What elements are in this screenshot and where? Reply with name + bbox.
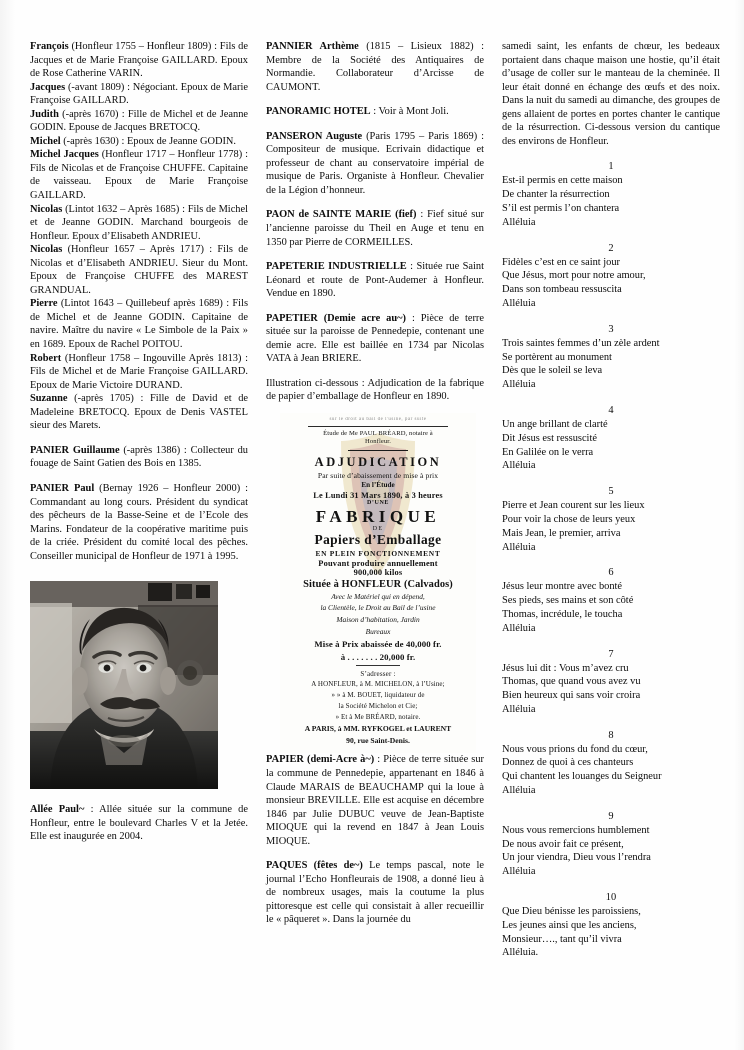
hymn-verse-line: Alléluia bbox=[502, 297, 536, 309]
entry-term: PANIER Guillaume bbox=[30, 444, 120, 456]
hymn-verse-line: Alléluia bbox=[502, 541, 536, 553]
poster-date: Le Lundi 31 Mars 1890, à 3 heures bbox=[313, 490, 443, 500]
entry-definition: (Paris 1795 – Paris 1869) : Compositeur de musique. Ecrivain didactique et professeur de chant au conservatoire impérial de musique de Paris. Organiste à Honfleur. Chevalier de la Légion d’honneur. bbox=[266, 130, 484, 196]
poster-dune-label: D’UNE bbox=[367, 499, 389, 506]
poster-location-label: En l’Étude bbox=[361, 480, 395, 489]
poster-rule-top bbox=[308, 426, 448, 427]
hymn-verse-line: Jésus lui dit : Vous m’avez cru bbox=[502, 662, 629, 674]
poster-address-2: » » à M. BOUET, liquidateur de bbox=[331, 691, 425, 700]
dictionary-entry bbox=[30, 203, 248, 244]
entry-term: Michel bbox=[30, 135, 61, 147]
entry-definition: : Voir à Mont Joli. bbox=[370, 106, 449, 118]
hymn-verse-line: Monsieur…., tant qu’il vivra bbox=[502, 933, 622, 945]
dictionary-entry bbox=[266, 40, 484, 94]
hymn-verse-line: Les jeunes ainsi que les anciens, bbox=[502, 919, 637, 931]
hymn-verse-line: Est-il permis en cette maison bbox=[502, 175, 623, 187]
dictionary-entry bbox=[266, 130, 484, 198]
entry-definition: (Honfleur 1755 – Honfleur 1809) : Fils de Jacques et de Marie Françoise GAILLARD. Epoux de Rose Catherine VARIN. bbox=[30, 41, 248, 80]
entry-definition: : Pièce de terre située sur la commune de Pennedepie, appartenant en 1846 à Claude MARAIS de BEAUCHAMP qui la loue à monsieur BREVILLE. Elle est acquise en décembre 1846 par Julie DUBUC veuve de Jean-Baptiste MIOQUE qui la revend en 1847 à Jean Louis MIOQUE. bbox=[266, 754, 484, 847]
hymn-verse-line: Alléluia bbox=[502, 379, 536, 391]
poster-price-value: à . . . . . . . 20,000 fr. bbox=[340, 652, 416, 663]
hymn-verse bbox=[502, 729, 720, 798]
hymn-verse-line: Jésus leur montre avec bonté bbox=[502, 581, 623, 593]
column-two bbox=[266, 40, 484, 1000]
hymn-verse-line: Donnez de quoi à ces chanteurs bbox=[502, 757, 634, 769]
entry-term: Robert bbox=[30, 352, 62, 364]
hymn-verse-line: Un ange brillant de clarté bbox=[502, 418, 608, 430]
poster-address-6: 90, rue Saint-Denis. bbox=[346, 735, 410, 745]
scan-edge-right bbox=[734, 0, 744, 1050]
entry-definition: (Bernay 1926 – Honfleur 2000) : Commandant au long cours. Président du syndicat des pêcheurs de la Basse-Seine et de l’Ecole des Marins. Fondateur de la coopérative maritime puis de la criée. Président du comité local des pêches. Conseiller municipal de Honfleur de 1971 à 1995. bbox=[30, 482, 248, 562]
hymn-verse-line: Alléluia bbox=[502, 622, 536, 634]
easter-custom-intro: samedi saint, les enfants de chœur, les bedeaux portaient dans chaque maison une hostie, qu’il était d’usage de coller sur le manteau de la cheminée. Il leur était donné en échange des œufs et des noix. Dans la nuit du samedi au dimanche, des groupes de gens allaient de portes en portes chanter le cantique de la résurrection. Ci-dessous version du cantique des environs de Honfleur. bbox=[502, 41, 720, 147]
hymn-verse-number: 6 bbox=[608, 567, 614, 579]
entry-term: Nicolas bbox=[30, 203, 63, 215]
hymn-verse-line: S’il est permis l’on chantera bbox=[502, 202, 620, 214]
photo-caption-term: Allée Paul~ bbox=[30, 804, 85, 816]
entry-definition: (Honfleur 1758 – Ingouville Après 1813) : Fils de Michel et de Marie Françoise GAILLARD. Epoux de Marie Victoire DURAND. bbox=[30, 352, 248, 391]
dictionary-entry bbox=[266, 377, 484, 404]
entry-term: Nicolas bbox=[30, 244, 63, 256]
entry-term: PAON de SAINTE MARIE (fief) bbox=[266, 209, 417, 221]
dictionary-entry bbox=[266, 105, 484, 119]
dictionary-entry bbox=[30, 352, 248, 393]
dictionary-entry bbox=[30, 108, 248, 135]
entry-term: Jacques bbox=[30, 81, 66, 93]
hymn-verse bbox=[502, 160, 720, 229]
entry-definition: : Fief situé sur l’ancienne paroisse du Theil en Auge et tenu en 1350 par Pierre de CORMEILLES. bbox=[266, 209, 485, 248]
hymn-verse-line: De nous avoir fait ce présent, bbox=[502, 838, 624, 850]
hymn-verse bbox=[502, 566, 720, 635]
portrait-photo-image bbox=[30, 581, 218, 789]
hymn-verse-number: 9 bbox=[608, 810, 614, 822]
dictionary-entry bbox=[30, 392, 248, 433]
poster-address-1: A HONFLEUR, à M. MICHELON, à l’Usine; bbox=[311, 680, 445, 689]
hymn-verse-line: Pierre et Jean courent sur les lieux bbox=[502, 500, 645, 512]
poster-address-3: la Société Michelon et Cie; bbox=[338, 702, 418, 711]
auction-poster-illustration bbox=[280, 413, 476, 753]
entry-term: PANORAMIC HOTEL bbox=[266, 106, 371, 118]
hymn-verse-line: Mais Jean, le premier, arriva bbox=[502, 527, 621, 539]
poster-smudge-line: sur le droit au bail de l'usine, par suite bbox=[329, 417, 427, 423]
entry-term: Judith bbox=[30, 108, 59, 120]
hymn-verse-line: Fidèles c’est en ce saint jour bbox=[502, 256, 621, 268]
hymn-verse-line: Que Dieu bénisse les paroissiens, bbox=[502, 906, 641, 918]
portrait-photo bbox=[30, 581, 218, 789]
entry-term: PAPETIER (Demie acre au~) bbox=[266, 312, 406, 324]
entry-term: Pierre bbox=[30, 298, 58, 310]
column-three bbox=[502, 40, 720, 1000]
hymn-verse-line: Pour voir la chose de leurs yeux bbox=[502, 513, 636, 525]
entry-term: François bbox=[30, 41, 69, 52]
dictionary-entry bbox=[30, 243, 248, 297]
hymn-verse-line: Qui chantent les louanges du Seigneur bbox=[502, 771, 662, 783]
photo-caption bbox=[30, 803, 248, 844]
hymn-verse bbox=[502, 648, 720, 717]
dictionary-entry bbox=[266, 753, 484, 848]
column-one bbox=[30, 40, 248, 1000]
poster-included-4: Bureaux bbox=[365, 626, 391, 636]
hymn-verse-number: 4 bbox=[608, 404, 614, 416]
scan-edge-left bbox=[0, 0, 16, 1050]
hymn-verse-line: Dit Jésus est ressuscité bbox=[502, 432, 597, 444]
hymn-verse-line: Alléluia bbox=[502, 216, 536, 228]
poster-de-label: DE bbox=[372, 525, 384, 532]
hymn-verse-line: De chanter la résurrection bbox=[502, 189, 610, 201]
hymn-verse-line: Alléluia bbox=[502, 785, 536, 797]
entry-term: PANIER Paul bbox=[30, 482, 95, 494]
dictionary-entry bbox=[266, 208, 484, 249]
dictionary-entry bbox=[30, 444, 248, 471]
column-two-entries bbox=[266, 40, 484, 404]
entry-definition: : Située rue Saint Léonard et route de Pont-Audemer à Honfleur. Vendue en 1890. bbox=[266, 261, 484, 300]
hymn-verse-line: Que Jésus, mort pour notre amour, bbox=[502, 270, 646, 282]
hymn-verse-line: Thomas, que quand vous avez vu bbox=[502, 676, 641, 688]
entry-definition: (1815 – Lisieux 1882) : Membre de la Société des Antiquaires de Normandie. Collaborateur d’Arcisse de CAUMONT. bbox=[266, 41, 484, 93]
hymn-verse-line: Se portèrent au monument bbox=[502, 351, 612, 363]
poster-rule-2 bbox=[356, 665, 400, 666]
poster-capacity-label: Pouvant produire annuellement bbox=[318, 558, 438, 568]
poster-included-1: Avec le Matériel qui en dépend, bbox=[331, 591, 425, 601]
entry-term: Michel Jacques bbox=[30, 149, 99, 161]
dictionary-entry bbox=[30, 148, 248, 202]
hymn-verse-line: Trois saintes femmes d’un zèle ardent bbox=[502, 337, 660, 349]
hymn-verse-number: 5 bbox=[608, 486, 614, 498]
hymn-verse-line: Alléluia bbox=[502, 703, 536, 715]
poster-subtitle: Par suite d’abaissement de mise à prix bbox=[317, 470, 439, 480]
hymn-verse-number: 2 bbox=[608, 242, 614, 254]
hymn-verse-line: Thomas, incrédule, le toucha bbox=[502, 608, 623, 620]
entry-definition: : Pièce de terre située sur la paroisse de Pennedepie, contenant une demie acre. Elle est baillée en 1734 par Nicolas VATA à Jean BRIERE. bbox=[266, 312, 484, 365]
entry-term: PAQUES (fêtes de~) bbox=[266, 860, 363, 872]
hymn-verse-number: 1 bbox=[608, 161, 614, 173]
poster-included-2: la Clientèle, le Droit au Bail de l’usine bbox=[320, 603, 436, 613]
hymn-verse-line: Dès que le soleil se leva bbox=[502, 365, 603, 377]
poster-notary-line: Étude de Me PAUL BRÉARD, notaire à bbox=[323, 430, 433, 438]
poster-notary-city: Honfleur. bbox=[365, 438, 391, 446]
poster-fabrique-heading: FABRIQUE bbox=[315, 506, 441, 526]
poster-included-3: Maison d’habitation, Jardin bbox=[336, 615, 420, 625]
poster-capacity-value: 900,000 kilos bbox=[353, 567, 403, 577]
dictionary-entry bbox=[30, 482, 248, 563]
hymn-verse bbox=[502, 891, 720, 960]
dictionary-entry bbox=[30, 81, 248, 108]
entry-definition: (-après 1630) : Epoux de Jeanne GODIN. bbox=[60, 135, 237, 147]
entry-definition: (Lintot 1643 – Quillebeuf après 1689) : Fils de Michel et de Jeanne GODIN. Capitaine de navire. Maître du navire « Le Simbole de la Paix » en 1689. Epoux de Rachel POITOU. bbox=[30, 298, 248, 351]
hymn-verse-number: 8 bbox=[608, 729, 614, 741]
column-two-entries-after-illustration bbox=[266, 753, 484, 927]
entry-definition: (-après 1705) : Fille de David et de Madeleine BRETOCQ. Epoux de Denis VASTEL sieur des Marets. bbox=[30, 393, 248, 432]
entry-definition: (Lintot 1632 – Après 1685) : Fils de Michel et de Jeanne GODIN. Marchand bourgeois de Honfleur. Epoux d’Elisabeth ANDRIEU. bbox=[30, 203, 248, 242]
entry-definition: (Honfleur 1657 – Après 1717) : Fils de Nicolas et d’Elisabeth ANDRIEU. Sieur du Mont. Epoux de Françoise CHUFFE des MAREST GRANDUAL. bbox=[30, 244, 248, 296]
dictionary-entry bbox=[266, 260, 484, 301]
hymn-verse-line: Nous vous remercions humblement bbox=[502, 824, 650, 836]
poster-address-5: A PARIS, à MM. RYFKOGEL et LAURENT bbox=[304, 724, 452, 734]
dictionary-entry bbox=[30, 297, 248, 351]
hymn-verse-line: Alléluia. bbox=[502, 947, 539, 959]
hymn-verse bbox=[502, 810, 720, 879]
hymn-verse bbox=[502, 323, 720, 392]
entry-definition: (-avant 1809) : Négociant. Epoux de Marie Françoise GAILLARD. bbox=[30, 81, 248, 107]
dictionary-entry bbox=[30, 135, 248, 149]
poster-operating-status: EN PLEIN FONCTIONNEMENT bbox=[315, 548, 441, 558]
poster-situated-line: Située à HONFLEUR (Calvados) bbox=[303, 578, 453, 590]
hymn-verse-line: Dans son tombeau ressuscita bbox=[502, 284, 622, 296]
hymn-verse-number: 10 bbox=[605, 892, 617, 904]
poster-papiers-heading: Papiers d’Emballage bbox=[314, 531, 442, 547]
entry-term: PAPETERIE INDUSTRIELLE bbox=[266, 261, 407, 273]
poster-contact-label: S’adresser : bbox=[360, 670, 396, 679]
column-one-entries bbox=[30, 40, 248, 563]
hymn-verse bbox=[502, 404, 720, 473]
hymn-verse-line: Nous vous prions du fond du cœur, bbox=[502, 743, 648, 755]
hymn-verse-line: Un jour viendra, Dieu vous l’rendra bbox=[502, 852, 651, 864]
entry-definition: Illustration ci-dessous : Adjudication de la fabrique de papier d’emballage de Honfleur en 1890. bbox=[266, 377, 484, 403]
entry-term: PAPIER (demi-Acre à~) bbox=[266, 754, 375, 766]
entry-term: PANNIER Arthème bbox=[266, 41, 359, 52]
hymn-verse-line: En Galilée on le verra bbox=[502, 446, 594, 458]
auction-poster-content bbox=[286, 417, 470, 745]
entry-term: Suzanne bbox=[30, 393, 68, 405]
photo-caption-text: : Allée située sur la commune de Honfleur, entre le boulevard Charles V et la Jetée. Elle est inaugurée en 2004. bbox=[30, 804, 248, 843]
hymn-verse bbox=[502, 485, 720, 554]
hymn-verse-number: 7 bbox=[608, 648, 614, 660]
poster-title: ADJUDICATION bbox=[314, 454, 442, 469]
entry-definition: (-après 1386) : Collecteur du fouage de Saint Gatien des Bois en 1385. bbox=[30, 444, 248, 470]
poster-address-4: » Et à Me BRÉARD, notaire. bbox=[335, 713, 421, 722]
dictionary-entry bbox=[266, 312, 484, 366]
dictionary-entry bbox=[266, 859, 484, 927]
poster-rule-1 bbox=[348, 450, 408, 451]
entry-definition: (Honfleur 1717 – Honfleur 1778) : Fils de Nicolas et de Françoise CHUFFE. Capitaine de vaisseau. Epoux de Marie Françoise GAILLARD. bbox=[30, 149, 248, 202]
dictionary-entry bbox=[30, 40, 248, 81]
hymn-verse-line: Alléluia bbox=[502, 866, 536, 878]
hymn-verse-line: Ses pieds, ses mains et son côté bbox=[502, 595, 634, 607]
entry-definition: Le temps pascal, note le journal l’Echo Honfleurais de 1908, a donné lieu à de nombreux usages, mais la coutume la plus pittoresque est celle qui consistait à aller recueillir le « pâqueret ». Dans la journée du bbox=[266, 860, 484, 926]
hymn-verse bbox=[502, 242, 720, 311]
hymn-verse-line: Bien heureux qui sans voir croira bbox=[502, 690, 641, 702]
hymn-verses bbox=[502, 160, 720, 960]
poster-price-reduced: Mise à Prix abaissée de 40,000 fr. bbox=[314, 639, 442, 650]
three-column-layout bbox=[30, 40, 720, 1000]
entry-definition: (-après 1670) : Fille de Michel et de Jeanne GODIN. Epouse de Jacques BRETOCQ. bbox=[30, 108, 248, 134]
hymn-verse-number: 3 bbox=[608, 323, 614, 335]
entry-term: PANSERON Auguste bbox=[266, 130, 363, 142]
hymn-verse-line: Alléluia bbox=[502, 460, 536, 472]
